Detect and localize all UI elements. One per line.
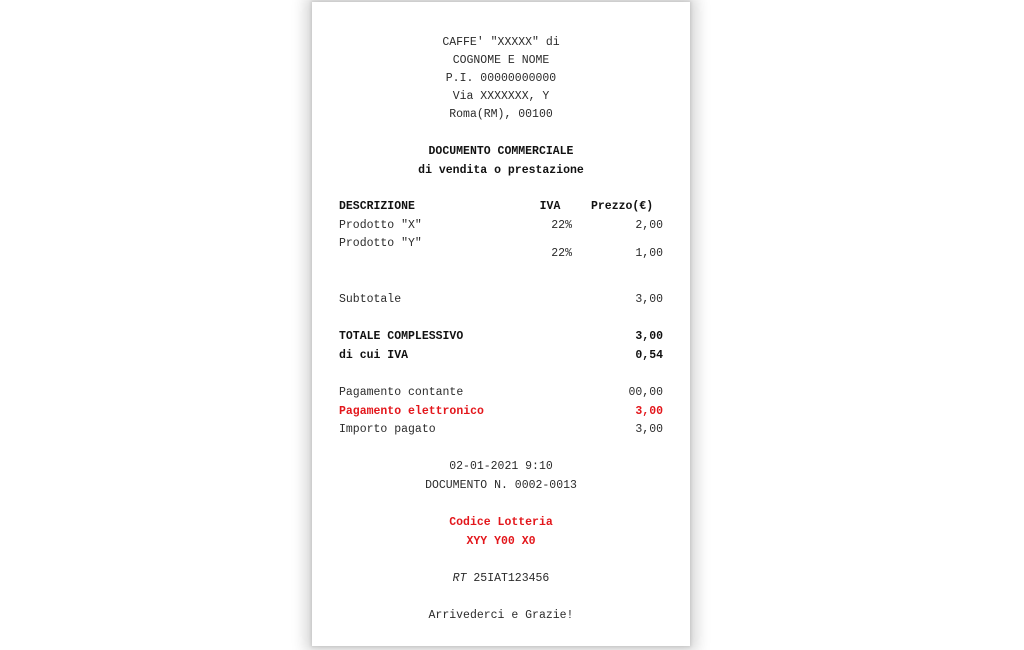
vat-number: P.I. 00000000000	[445, 72, 557, 85]
column-header-iva: IVA	[539, 200, 561, 213]
farewell-message: Arrivederci e Grazie!	[428, 609, 574, 622]
receipt	[312, 2, 690, 646]
subtotal-value: 3,00	[635, 293, 663, 306]
amount-paid-value: 3,00	[635, 423, 663, 436]
item-price: 2,00	[635, 219, 663, 232]
item-iva: 22%	[551, 219, 572, 232]
cash-payment-label: Pagamento contante	[339, 386, 464, 399]
document-title: DOCUMENTO COMMERCIALE	[428, 145, 574, 158]
document-subtitle: di vendita o prestazione	[418, 164, 584, 177]
electronic-payment-label: Pagamento elettronico	[339, 405, 484, 418]
column-header-price: Prezzo(€)	[591, 200, 654, 213]
subtotal-label: Subtotale	[339, 293, 402, 306]
total-value: 3,00	[635, 330, 663, 343]
lottery-label: Codice Lotteria	[449, 516, 553, 529]
iva-value: 0,54	[635, 349, 663, 362]
document-number: DOCUMENTO N. 0002-0013	[425, 479, 577, 492]
lottery-code: XYY Y00 X0	[466, 535, 536, 548]
item-description: Prodotto "Y"	[339, 237, 422, 250]
total-label: TOTALE COMPLESSIVO	[339, 330, 464, 343]
owner-name: COGNOME E NOME	[452, 54, 550, 67]
iva-label: di cui IVA	[339, 349, 409, 362]
address-city: Roma(RM), 00100	[449, 108, 553, 121]
electronic-payment-value: 3,00	[635, 405, 663, 418]
column-header-description: DESCRIZIONE	[339, 200, 415, 213]
rt-code: 25IAT123456	[473, 572, 550, 585]
cash-payment-value: 00,00	[628, 386, 663, 399]
date-time: 02-01-2021 9:10	[449, 460, 553, 473]
amount-paid-label: Importo pagato	[339, 423, 436, 436]
rt-line	[312, 572, 690, 586]
item-iva: 22%	[551, 247, 572, 260]
item-price: 1,00	[635, 247, 663, 260]
address-street: Via XXXXXXX, Y	[452, 90, 550, 103]
rt-prefix: RT	[452, 572, 467, 585]
shop-name: CAFFE' "XXXXX" di	[442, 36, 560, 49]
item-description: Prodotto "X"	[339, 219, 422, 232]
